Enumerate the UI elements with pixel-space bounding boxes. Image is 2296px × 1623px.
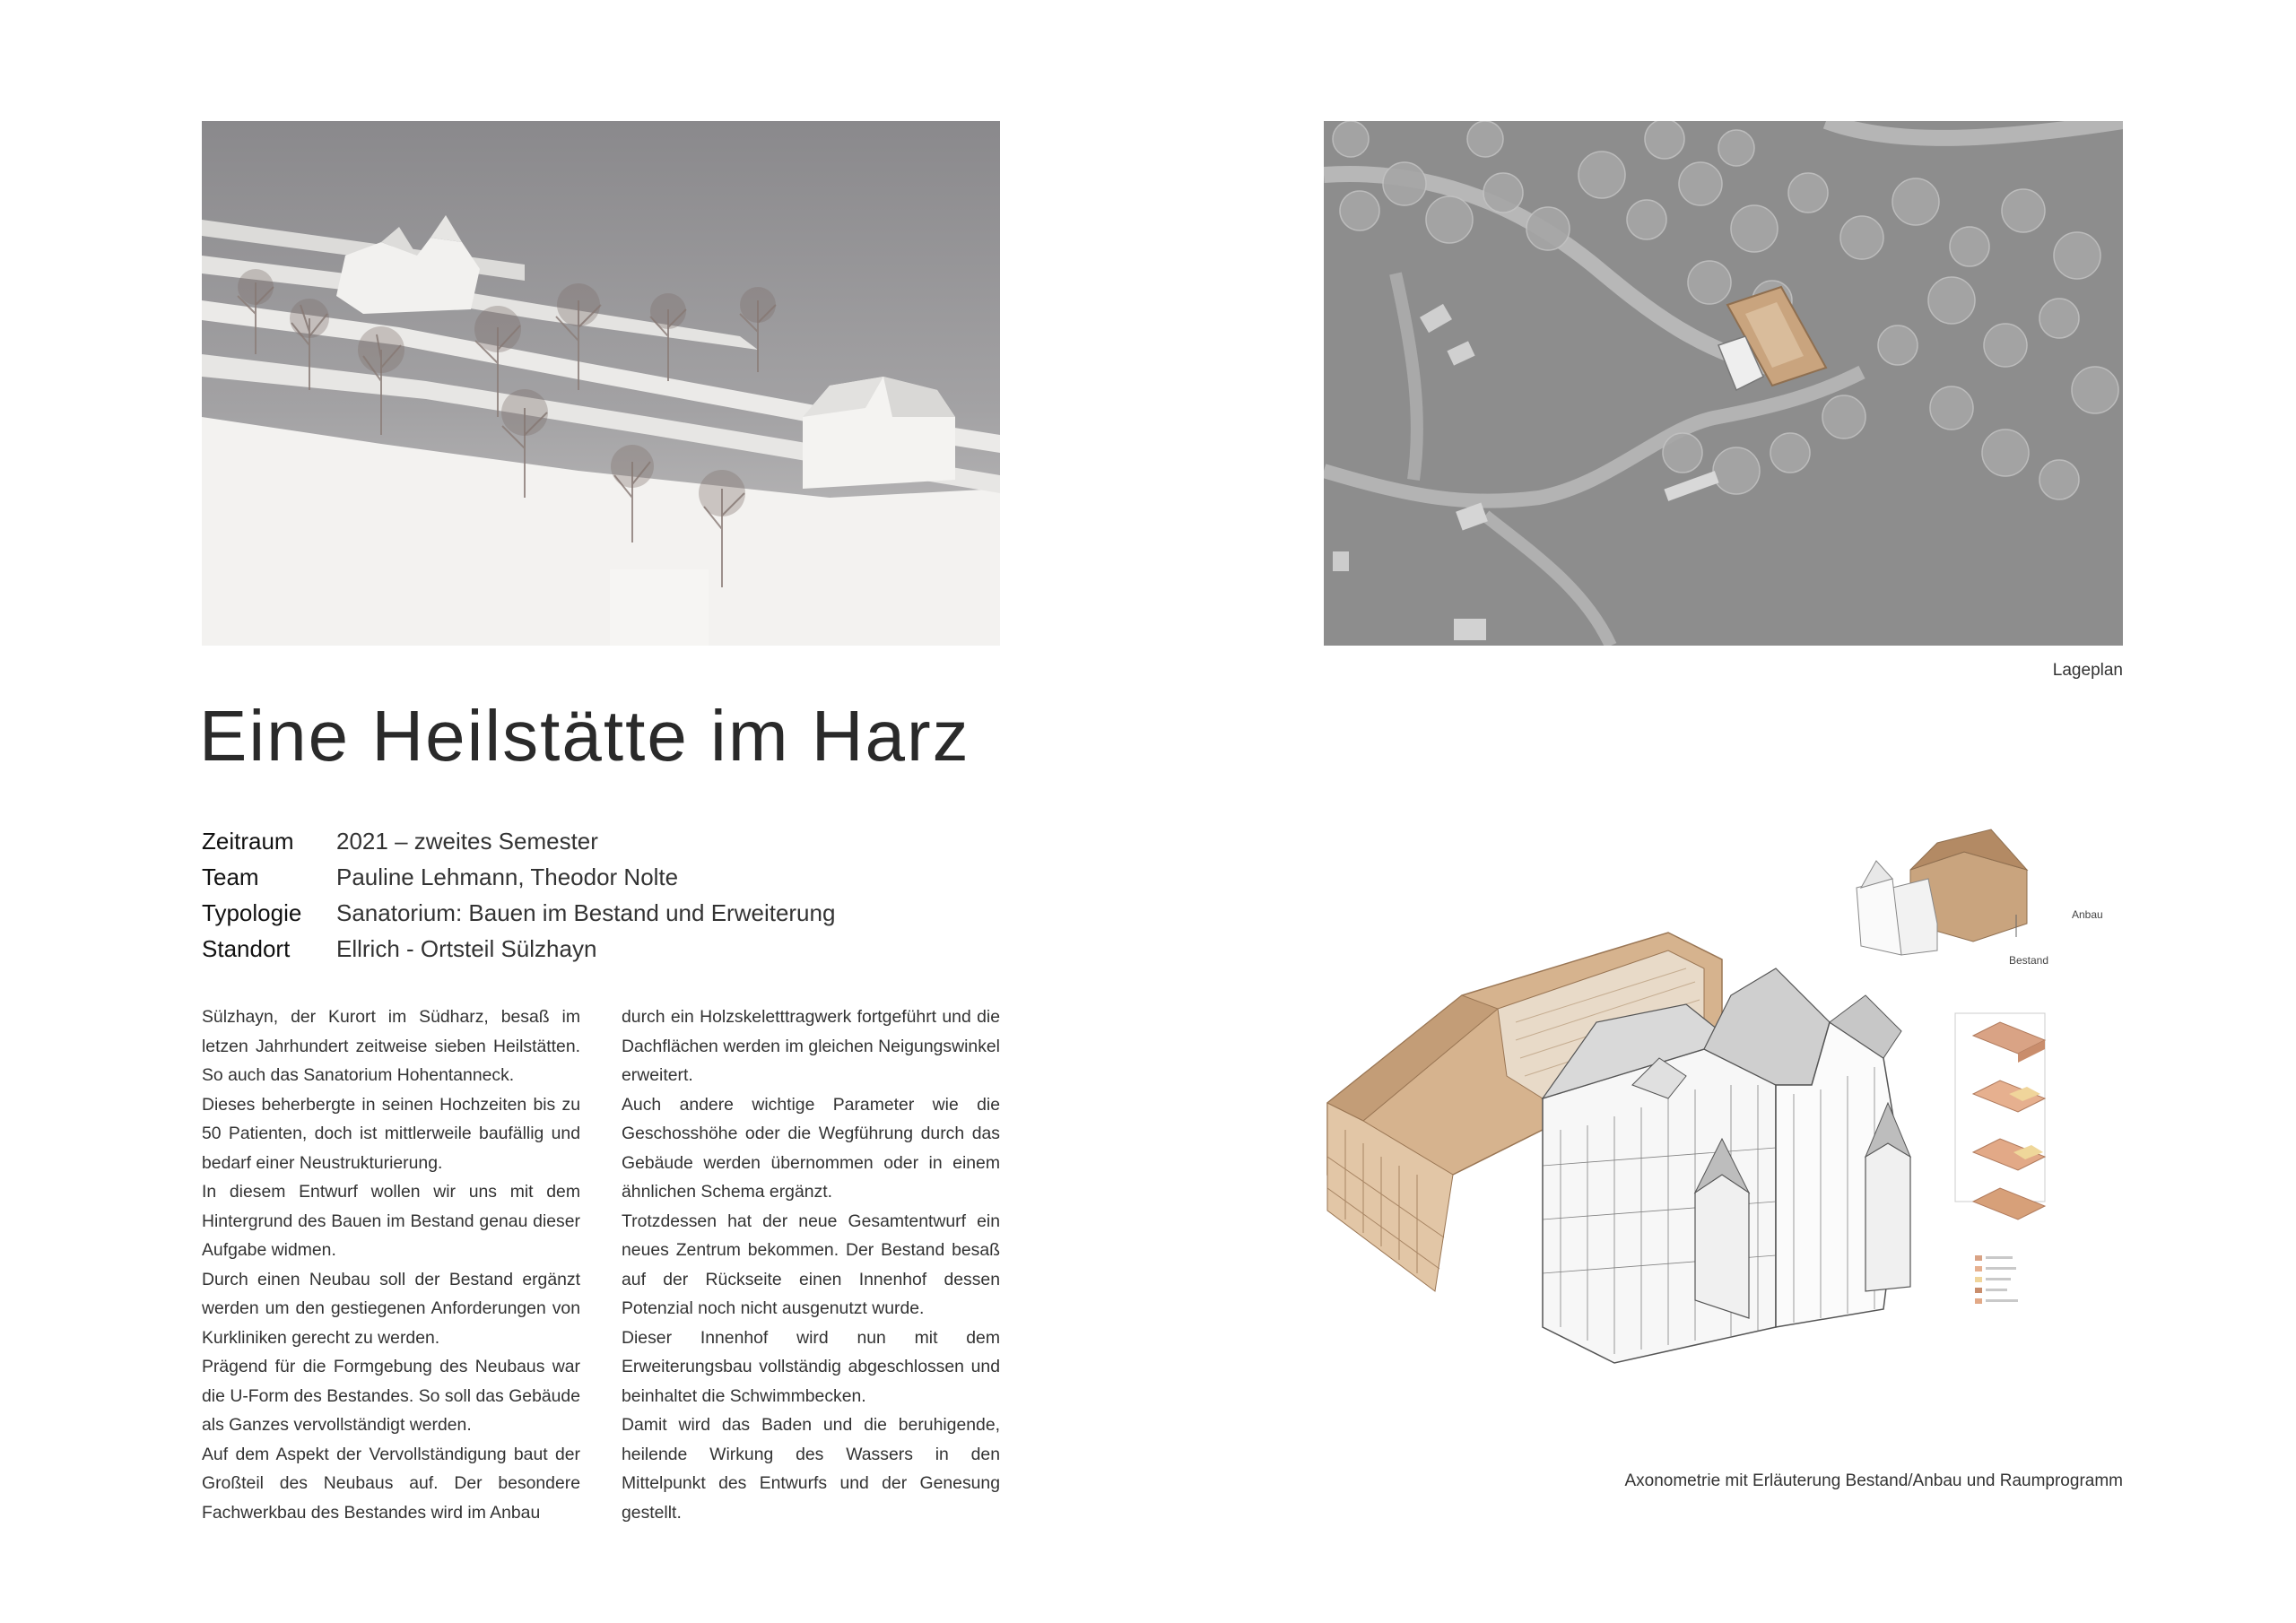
axonometry-caption: Axonometrie mit Erläuterung Bestand/Anbau und Raumprogramm (1624, 1471, 2123, 1490)
project-meta (202, 823, 835, 967)
page-title: Eine Heilstätte im Harz (199, 696, 970, 776)
meta-row-standort (202, 931, 835, 967)
paragraph: Durch einen Neubau soll der Bestand ergänzt werden um den gestiegenen Anforderungen von Kurkliniken gerecht zu werden. (202, 1269, 580, 1348)
meta-label: Typologie (202, 899, 302, 926)
axonometry-graphic (1309, 789, 2126, 1381)
meta-value: Ellrich - Ortsteil Sülzhayn (336, 935, 597, 962)
model-photo (202, 121, 1000, 646)
body-text-right (622, 1002, 1000, 1527)
meta-value: Pauline Lehmann, Theodor Nolte (336, 864, 679, 890)
paragraph: Dieser Innenhof wird nun mit dem Erweiterungsbau vollständig abgeschlossen und beinhaltet die Schwimmbecken. (622, 1327, 1000, 1406)
meta-label: Zeitraum (202, 828, 294, 855)
meta-row-typologie (202, 895, 835, 931)
body-text-left (202, 1002, 580, 1527)
siteplan-image (1324, 121, 2123, 646)
siteplan-graphic (1324, 121, 2123, 646)
meta-row-team (202, 859, 835, 895)
inset-label-bestand: Bestand (2009, 954, 2049, 967)
meta-label: Standort (202, 935, 291, 962)
axonometry-drawing (1309, 789, 2126, 1381)
paragraph: Prägend für die Formgebung des Neubaus war die U-Form des Bestandes. So soll das Gebäude als Ganzes vervollständigt werden. (202, 1357, 580, 1435)
meta-label: Team (202, 864, 259, 890)
paragraph: In diesem Entwurf wollen wir uns mit dem Hintergrund des Bauen im Bestand genau dieser Aufgabe widmen. (202, 1182, 580, 1260)
bestand-anbau-inset (1857, 829, 2103, 967)
paragraph: Trotzdessen hat der neue Gesamtentwurf ein neues Zentrum bekommen. Der Bestand besaß auf der Rückseite einen Innenhof dessen Potenzial noch nicht ausgenutzt wurde. (622, 1211, 1000, 1318)
meta-value: Sanatorium: Bauen im Bestand und Erweiterung (336, 899, 836, 926)
meta-value: 2021 – zweites Semester (336, 828, 598, 855)
paragraph: Sülzhayn, der Kurort im Südharz, besaß im letzen Jahrhundert zeitweise sieben Heilstätten. So auch das Sanatorium Hohentanneck. (202, 1007, 580, 1085)
siteplan-caption: Lageplan (2052, 661, 2123, 680)
paragraph: Damit wird das Baden und die beruhigende, heilende Wirkung des Wassers in den Mittelpunkt des Entwurfs und der Genesung gestellt. (622, 1415, 1000, 1523)
model-photo-graphic (202, 121, 1000, 646)
main-axonometry (1327, 933, 1910, 1363)
paragraph: Dieses beherbergte in seinen Hochzeiten bis zu 50 Patienten, doch ist mittlerweile baufällig und bedarf einer Neustrukturierung. (202, 1094, 580, 1173)
paragraph: Auf dem Aspekt der Vervollständigung baut der Großteil des Neubaus auf. Der besondere Fachwerkbau des Bestandes wird im Anbau (202, 1444, 580, 1523)
room-program-diagram (1955, 1013, 2045, 1304)
inset-label-anbau: Anbau (2072, 908, 2103, 921)
paragraph: Auch andere wichtige Parameter wie die Geschosshöhe oder die Wegführung durch das Gebäude werden übernommen oder in einem ähnlichen Schema ergänzt. (622, 1094, 1000, 1202)
meta-row-zeitraum (202, 823, 835, 859)
paragraph: durch ein Holzskeletttragwerk fortgeführt und die Dachflächen werden im gleichen Neigungswinkel erweitert. (622, 1007, 1000, 1085)
